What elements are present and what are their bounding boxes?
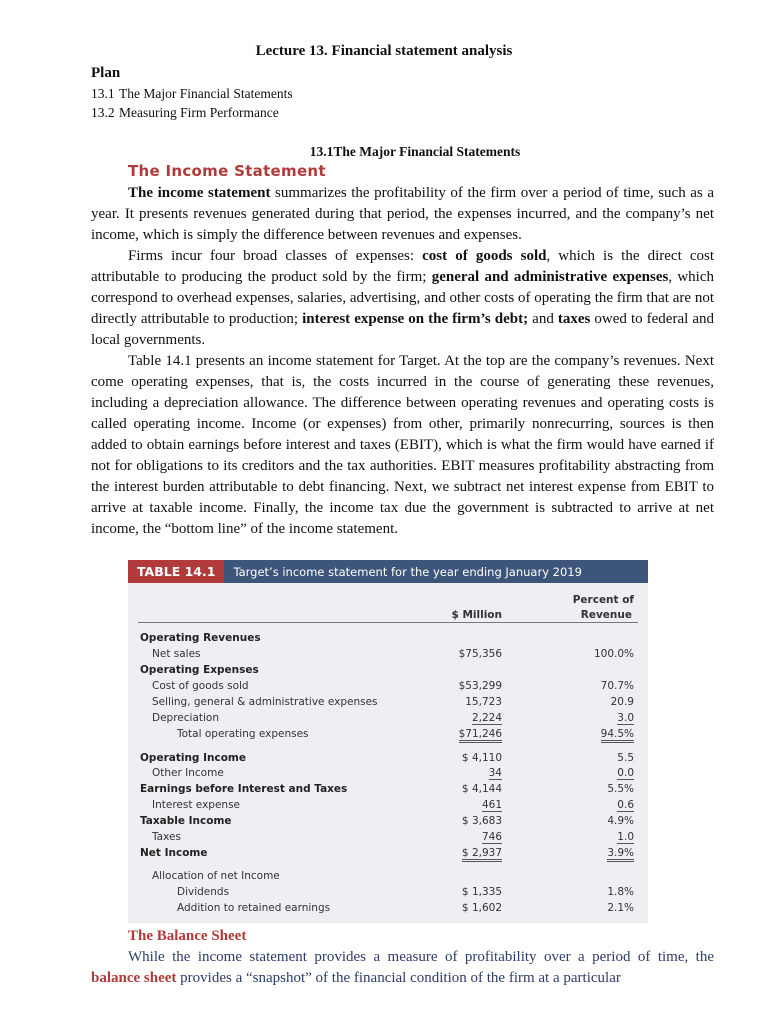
row-label: Dividends — [177, 886, 230, 898]
row-percent: 5.5 — [617, 752, 634, 764]
toc-item — [91, 105, 279, 121]
table-row — [128, 886, 648, 901]
table-row — [128, 815, 648, 830]
paragraph-expense-classes — [91, 246, 714, 351]
row-percent: 70.7% — [600, 680, 634, 692]
paragraph-income-statement — [91, 183, 714, 246]
column-header-percent-2: Revenue — [580, 609, 632, 621]
row-percent: 2.1% — [607, 902, 634, 914]
row-label: Net Income — [140, 847, 208, 859]
row-label: Net sales — [152, 648, 201, 660]
toc-item — [91, 86, 293, 102]
balance-sheet-text — [91, 947, 714, 989]
section-heading: 13.1The Major Financial Statements — [309, 144, 521, 159]
income-statement-table — [128, 560, 648, 923]
row-percent: 0.0 — [617, 767, 634, 779]
row-label: Taxable Income — [140, 815, 232, 827]
row-label: Allocation of net Income — [152, 870, 280, 882]
row-amount: $71,246 — [459, 728, 502, 743]
table-row — [128, 632, 648, 647]
row-percent: 1.0 — [617, 831, 634, 843]
column-header-amount: $ Million — [451, 609, 502, 621]
highlighted-term: balance sheet — [91, 970, 177, 986]
row-amount: 34 — [488, 767, 502, 779]
paragraph-text: Firms incur four broad classes of expenses: — [128, 248, 423, 264]
row-label: Operating Revenues — [140, 632, 261, 644]
toc-text: Measuring Firm Performance — [119, 105, 279, 120]
paragraph-text: While the income statement provides a measure of profitability over a period of time, the — [128, 949, 714, 965]
row-amount: $ 2,937 — [462, 847, 502, 862]
row-amount: $75,356 — [458, 648, 502, 660]
row-percent: 20.9 — [610, 696, 634, 708]
toc-number: 13.2 — [91, 105, 115, 120]
row-label: Operating Expenses — [140, 664, 259, 676]
row-amount: $ 4,110 — [461, 752, 502, 764]
row-percent: 94.5% — [601, 728, 634, 743]
table-row — [128, 831, 648, 846]
row-amount: $ 4,144 — [461, 783, 502, 795]
header-divider — [138, 622, 638, 623]
row-amount: 15,723 — [465, 696, 502, 708]
paragraph-text: and — [528, 311, 558, 327]
table-header-bar — [128, 560, 648, 583]
row-amount: 746 — [481, 831, 502, 843]
row-amount: $53,299 — [458, 680, 502, 692]
row-amount: $ 1,602 — [461, 902, 502, 914]
balance-sheet-heading: The Balance Sheet — [128, 928, 247, 944]
row-percent: 3.0 — [617, 712, 634, 724]
row-label: Addition to retained earnings — [177, 902, 331, 914]
plan-heading: Plan — [91, 65, 121, 81]
table-row — [128, 696, 648, 711]
row-label: Cost of goods sold — [152, 680, 249, 692]
bold-term: taxes — [557, 311, 591, 327]
lecture-title: Lecture 13. Financial statement analysis — [255, 43, 513, 59]
paragraph-text: summarizes the profitability of the firm over a period of time, such as a year. It presents revenues generated during that period, the expenses incurred, and the company’s net income, which is simply the difference between revenues and expenses. — [91, 185, 715, 243]
table-row — [128, 902, 648, 917]
table-row — [128, 728, 648, 743]
row-percent: 4.9% — [607, 815, 634, 827]
bold-term: general and administrative expenses — [431, 269, 669, 285]
row-label: Interest expense — [152, 799, 240, 811]
row-label: Earnings before Interest and Taxes — [140, 783, 348, 795]
paragraph-text: , which is the direct cost attributable to producing the product sold by the firm; — [91, 248, 714, 285]
table-caption: Target’s income statement for the year ending January 2019 — [233, 564, 582, 579]
table-row — [128, 767, 648, 782]
bold-term: The income statement — [128, 185, 271, 201]
body-text — [91, 183, 714, 540]
row-percent: 5.5% — [607, 783, 634, 795]
table-row — [128, 783, 648, 798]
row-label: Other Income — [152, 767, 224, 779]
table-row — [128, 870, 648, 885]
row-label: Selling, general & administrative expenses — [152, 696, 378, 708]
paragraph-text: , which correspond to overhead expenses, salaries, advertising, and other costs of operating the firm that are not directly attributable to production; — [91, 269, 715, 327]
table-row — [128, 680, 648, 695]
table-row — [128, 799, 648, 814]
table-row — [128, 664, 648, 679]
row-label: Total operating expenses — [177, 728, 309, 740]
bold-term: interest expense on the firm’s debt; — [302, 311, 529, 327]
row-amount: 461 — [481, 799, 502, 811]
row-label: Depreciation — [152, 712, 219, 724]
row-label: Taxes — [152, 831, 181, 843]
row-percent: 100.0% — [593, 648, 634, 660]
row-percent: 3.9% — [607, 847, 634, 862]
row-amount: $ 3,683 — [461, 815, 502, 827]
table-label: TABLE 14.1 — [128, 560, 224, 583]
paragraph-text: owed to federal and local governments. — [91, 311, 714, 348]
toc-text: The Major Financial Statements — [119, 86, 293, 101]
column-header-percent-1: Percent of — [572, 594, 634, 606]
income-statement-heading: The Income Statement — [128, 162, 326, 180]
paragraph-table-description: Table 14.1 presents an income statement for Target. At the top are the company’s revenues. Next come operating expenses, that is, the costs incurred in the course of generating these revenues, including a depreciation allowance. The difference between operating revenues and operating costs is called operating income. Income (or expenses) from other, primarily nonrecurring, sources is then added to obtain earnings before interest and taxes (EBIT), which is what the firm would have earned if not for obligations to its creditors and the tax authorities. EBIT measures profitability abstracting from the interest burden attributable to debt financing. Next, we subtract net interest expense from EBIT to arrive at taxable income. Finally, the income tax due the government is subtracted to arrive at net income, the “bottom line” of the income statement. — [91, 353, 714, 537]
row-label: Operating Income — [140, 752, 246, 764]
toc-number: 13.1 — [91, 86, 115, 101]
table-row — [128, 752, 648, 767]
table-row — [128, 648, 648, 663]
paragraph-balance-sheet — [91, 947, 714, 989]
row-amount: 2,224 — [471, 712, 502, 724]
table-row — [128, 712, 648, 727]
row-amount: $ 1,335 — [461, 886, 502, 898]
row-percent: 1.8% — [607, 886, 634, 898]
table-row — [128, 847, 648, 862]
paragraph-text: provides a “snapshot” of the financial condition of the firm at a particular — [176, 970, 621, 986]
row-percent: 0.6 — [617, 799, 634, 811]
bold-term: cost of goods sold — [422, 248, 547, 264]
